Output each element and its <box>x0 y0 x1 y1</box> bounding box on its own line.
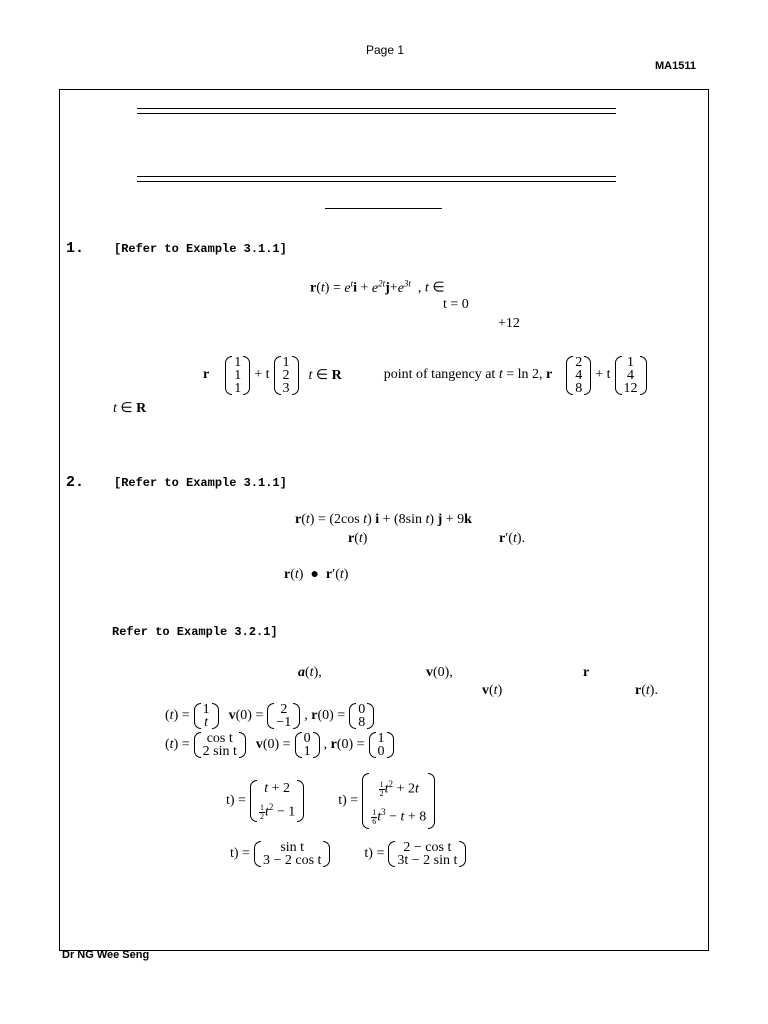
q1-t-in-R: t ∈ R <box>308 367 342 383</box>
q1-equation: $r(t) = e^ti + e^{2t}j+e^{3t}$ , t ∈ <box>310 278 445 296</box>
q3-part-a-answer <box>226 772 435 830</box>
q2-r-of-t: r(t) <box>348 531 368 546</box>
author-footer: Dr NG Wee Seng <box>62 949 150 961</box>
q3b-r0-vector: 1 0 <box>369 732 394 758</box>
q1-vector-point <box>225 356 250 395</box>
course-code: MA1511 <box>655 60 696 72</box>
q3b-velocity-vector: sin t 3 − 2 cos t <box>254 841 330 867</box>
q2-equation: r(t) = (2cos t) i + (8sin t) j + 9k <box>295 512 472 527</box>
q3b-position-vector: 2 − cos t 3t − 2 sin t <box>388 841 466 867</box>
title-underline <box>325 208 442 209</box>
q3-v-of-t: v(t) <box>482 683 503 698</box>
q3b-acc-vector: cos t 2 sin t <box>194 732 246 758</box>
page-number: Page 1 <box>366 43 405 57</box>
q3a-acc-vector: 1 t <box>194 703 219 729</box>
q3b-ans-velocity-label: t) = <box>230 846 250 861</box>
q1-r-label: r <box>203 367 210 382</box>
q3a-position-vector: $\frac{1}{2}$ $t^2 + 2t$ $\frac{1}{6}$ $t^3 - t + 8$ <box>362 773 435 828</box>
q3-part-b-given: (t) = cos t 2 sin t v(0) = 0 1 , r(0) = 1 0 <box>165 729 394 761</box>
q1-fragment: +12 <box>498 316 520 331</box>
q3-v-of-0: v(0), <box>426 665 453 680</box>
q3a-ans-position-label: t) = <box>338 793 359 808</box>
q3b-ans-position-label: t) = <box>364 846 385 861</box>
q3a-ans-velocity-label: t) = <box>226 793 246 808</box>
q1-time-value: t = 0 <box>443 297 469 312</box>
q2-dot-product: r(t) ● r′(t) <box>284 567 349 582</box>
q3-part-a-given: (t) = 1 t v(0) = 2 −1 , r(0) = 0 8 <box>165 700 374 732</box>
question-3-reference: Refer to Example 3.2.1] <box>112 625 278 639</box>
q1-answer-line <box>203 352 647 398</box>
q1-vector-tangent-point: 2 4 8 <box>566 356 591 395</box>
q1-t-in-R-2: t ∈ R <box>113 401 147 416</box>
q1-plus-t-2: + t <box>595 367 611 382</box>
question-2-reference: [Refer to Example 3.1.1] <box>114 476 287 490</box>
question-2-number: 2. <box>66 474 85 491</box>
q1-tangency-text: point of tangency at t = ln 2, r <box>383 367 553 382</box>
q3a-v0-vector: 2 −1 <box>267 703 300 729</box>
question-1-reference: [Refer to Example 3.1.1] <box>114 242 287 256</box>
q3-r-label: r <box>583 665 590 680</box>
q3b-v0-vector: 0 1 <box>295 732 320 758</box>
question-1-number: 1. <box>66 240 85 257</box>
top-double-rule <box>137 108 616 114</box>
q3-r-of-t: r(t). <box>635 683 658 698</box>
q3-a-of-t: a(t), <box>298 665 322 680</box>
q3a-velocity-vector: t + 2 $\frac{1}{2}$ $t^2 - 1$ <box>250 780 304 822</box>
q3a-r0-vector: 0 8 <box>349 703 374 729</box>
q3-part-b-answer <box>230 838 466 870</box>
second-double-rule <box>137 176 616 182</box>
q1-vector-tangent-direction: 1 4 12 <box>615 356 647 395</box>
q1-vector-direction: 1 2 3 <box>274 356 299 395</box>
q2-r-prime: r′(t). <box>499 531 526 546</box>
q1-v1-col: 1 1 1 <box>234 354 242 396</box>
q1-plus-t: + t <box>254 367 270 382</box>
